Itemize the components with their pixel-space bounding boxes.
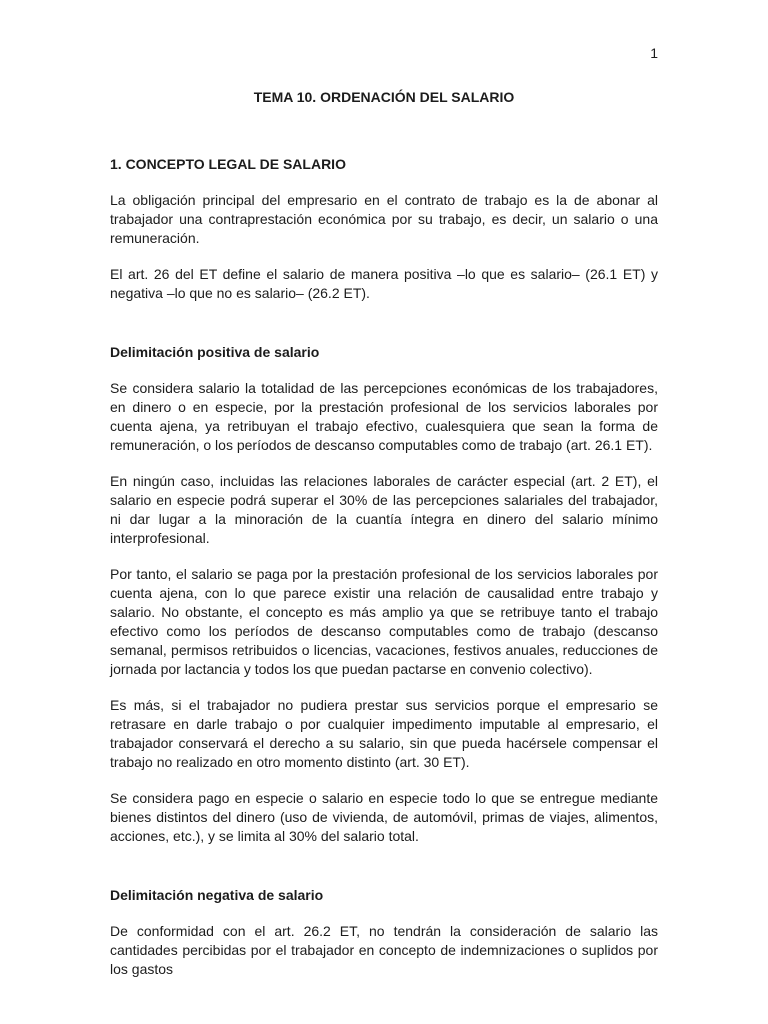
paragraph: Es más, si el trabajador no pudiera prestar sus servicios porque el empresario se retrasare en darle trabajo o por cualquier impedimento imputable al empresario, el trabajador conservará el derecho a su salario, sin que pueda hacérsele compensar el trabajo no realizado en otro momento distinto (art. 30 ET). [110,697,658,770]
subheading-delimitacion-negativa: Delimitación negativa de salario [110,887,324,903]
document-title: TEMA 10. ORDENACIÓN DEL SALARIO [253,89,515,105]
paragraph: En ningún caso, incluidas las relaciones laborales de carácter especial (art. 2 ET), el salario en especie podrá superar el 30% de las percepciones salariales del trabajador, ni dar lugar a la minoración de la cuantía íntegra en dinero del salario mínimo interprofesional. [110,473,658,546]
paragraph: Se considera pago en especie o salario en especie todo lo que se entregue mediante bienes distintos del dinero (uso de vivienda, de automóvil, primas de viajes, alimentos, acciones, etc.), y se limita al 30% del salario total. [110,790,658,844]
section-heading-concepto-legal: 1. CONCEPTO LEGAL DE SALARIO [110,156,346,172]
paragraph: El art. 26 del ET define el salario de manera positiva –lo que es salario– (26.1 ET) y negativa –lo que no es salario– (26.2 ET). [110,266,658,301]
document-body [110,78,658,979]
paragraph: Por tanto, el salario se paga por la prestación profesional de los servicios laborales por cuenta ajena, con lo que parece existir una relación de causalidad entre trabajo y salario. No obstante, el concepto es más amplio ya que se retribuye tanto el trabajo efectivo como los períodos de descanso computables como de trabajo (descanso semanal, permisos retribuidos o licencias, vacaciones, festivos anuales, reducciones de jornada por lactancia y todos los que puedan pactarse en convenio colectivo). [110,566,658,677]
page-number: 1 [650,45,658,61]
paragraph: La obligación principal del empresario en el contrato de trabajo es la de abonar al trabajador una contraprestación económica por su trabajo, es decir, un salario o una remuneración. [110,192,658,246]
paragraph: De conformidad con el art. 26.2 ET, no tendrán la consideración de salario las cantidades percibidas por el trabajador en concepto de indemnizaciones o suplidos por los gastos [110,923,658,977]
subheading-delimitacion-positiva: Delimitación positiva de salario [110,344,320,360]
paragraph: Se considera salario la totalidad de las percepciones económicas de los trabajadores, en dinero o en especie, por la prestación profesional de los servicios laborales por cuenta ajena, ya retribuyan el trabajo efectivo, cualesquiera que sean la forma de remuneración, o los períodos de descanso computables como de trabajo (art. 26.1 ET). [110,380,658,453]
